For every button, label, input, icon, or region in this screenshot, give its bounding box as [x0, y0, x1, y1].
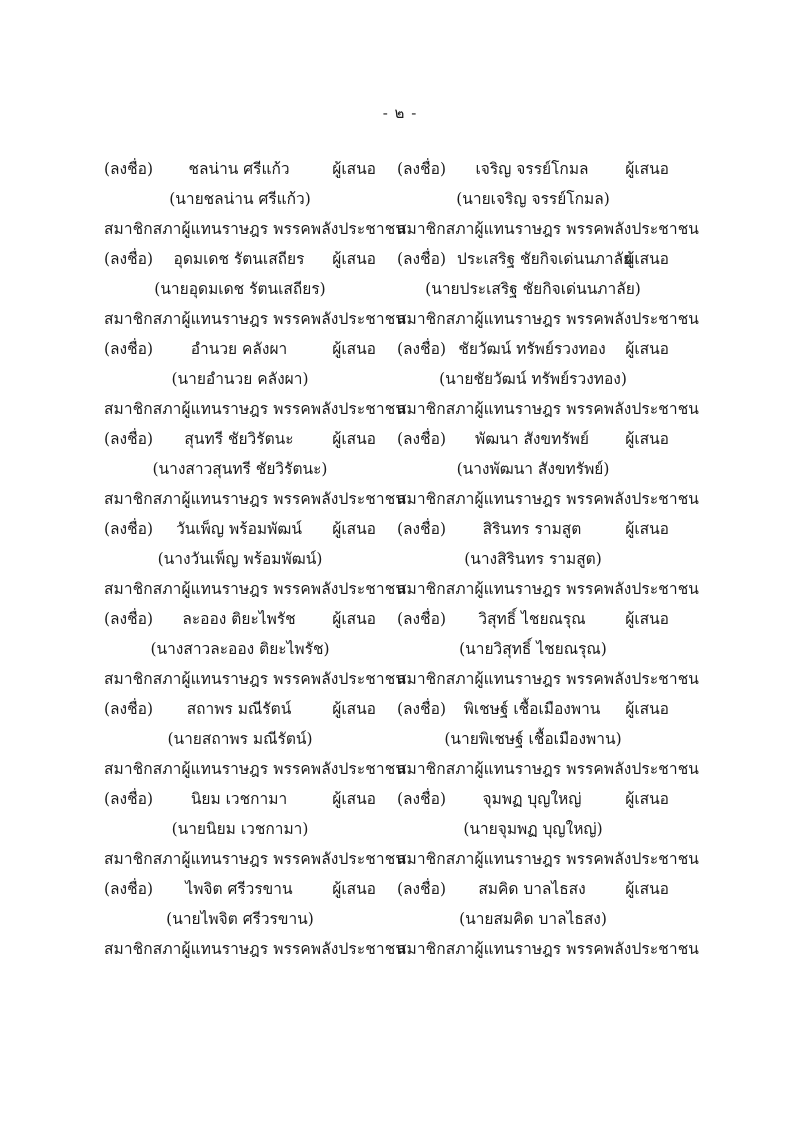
- full-name: (นายประเสริฐ ชัยกิจเด่นนภาลัย): [425, 280, 641, 298]
- member-position: สมาชิกสภาผู้แทนราษฎร พรรคพลังประชาชน: [104, 490, 407, 508]
- role-label: ผู้เสนอ: [332, 340, 376, 358]
- signature-name: อุดมเดช รัตนเสถียร: [173, 250, 305, 268]
- role-label: ผู้เสนอ: [332, 430, 376, 448]
- signature-name: สิรินทร รามสูต: [482, 520, 582, 538]
- signature-name: สมคิด บาลไธสง: [478, 880, 586, 898]
- left-column-entry-1: [104, 154, 407, 244]
- signature-line: [397, 424, 669, 454]
- full-name: (นายจุมพฏ บุญใหญ่): [463, 820, 603, 838]
- signature-line: [397, 784, 669, 814]
- sign-prefix: (ลงชื่อ): [397, 880, 446, 898]
- left-signature-column: [104, 154, 407, 964]
- signature-name: เจริญ จรรย์โกมล: [475, 160, 589, 178]
- member-position: สมาชิกสภาผู้แทนราษฎร พรรคพลังประชาชน: [104, 310, 407, 328]
- role-label: ผู้เสนอ: [625, 790, 669, 808]
- sign-prefix: (ลงชื่อ): [397, 610, 446, 628]
- signature-name: พิเชษฐ์ เชื้อเมืองพาน: [463, 700, 601, 718]
- right-column-entry-9: [397, 874, 700, 964]
- signature-line: [397, 874, 669, 904]
- member-position: สมาชิกสภาผู้แทนราษฎร พรรคพลังประชาชน: [104, 670, 407, 688]
- full-name: (นายชัยวัฒน์ ทรัพย์รวงทอง): [439, 370, 627, 388]
- full-name-line: [104, 184, 376, 214]
- right-column-entry-7: [397, 694, 700, 784]
- signature-line: [104, 154, 376, 184]
- full-name-line: [104, 454, 376, 484]
- full-name-line: [104, 904, 376, 934]
- sign-prefix: (ลงชื่อ): [104, 610, 153, 628]
- full-name-line: [397, 364, 669, 394]
- right-column-entry-1: [397, 154, 700, 244]
- member-position: สมาชิกสภาผู้แทนราษฎร พรรคพลังประชาชน: [397, 850, 700, 868]
- right-column-entry-3: [397, 334, 700, 424]
- sign-prefix: (ลงชื่อ): [397, 700, 446, 718]
- full-name: (นางพัฒนา สังขทรัพย์): [456, 460, 610, 478]
- sign-prefix: (ลงชื่อ): [104, 160, 153, 178]
- signature-line: [397, 244, 669, 274]
- role-label: ผู้เสนอ: [625, 430, 669, 448]
- signature-line: [104, 244, 376, 274]
- signature-line: [397, 694, 669, 724]
- member-position: สมาชิกสภาผู้แทนราษฎร พรรคพลังประชาชน: [397, 760, 700, 778]
- full-name: (นายพิเชษฐ์ เชื้อเมืองพาน): [444, 730, 622, 748]
- full-name: (นางสาวสุนทรี ชัยวิรัตนะ): [152, 460, 328, 478]
- right-column-entry-8: [397, 784, 700, 874]
- role-label: ผู้เสนอ: [332, 880, 376, 898]
- member-position: สมาชิกสภาผู้แทนราษฎร พรรคพลังประชาชน: [397, 400, 700, 418]
- signature-line: [104, 874, 376, 904]
- left-column-entry-5: [104, 514, 407, 604]
- page-number: - ๒ -: [382, 104, 418, 122]
- role-label: ผู้เสนอ: [332, 520, 376, 538]
- sign-prefix: (ลงชื่อ): [104, 700, 153, 718]
- full-name-line: [104, 634, 376, 664]
- member-position: สมาชิกสภาผู้แทนราษฎร พรรคพลังประชาชน: [397, 670, 700, 688]
- full-name-line: [397, 814, 669, 844]
- full-name: (นางสาวละออง ติยะไพรัช): [150, 640, 330, 658]
- signature-line: [104, 514, 376, 544]
- member-position: สมาชิกสภาผู้แทนราษฎร พรรคพลังประชาชน: [397, 490, 700, 508]
- member-position: สมาชิกสภาผู้แทนราษฎร พรรคพลังประชาชน: [104, 850, 407, 868]
- role-label: ผู้เสนอ: [625, 520, 669, 538]
- signature-name: ประเสริฐ ชัยกิจเด่นนภาลัย: [457, 250, 633, 268]
- signature-name: ไพจิต ศรีวรขาน: [185, 880, 293, 898]
- member-position: สมาชิกสภาผู้แทนราษฎร พรรคพลังประชาชน: [397, 220, 700, 238]
- signature-name: จุมพฏ บุญใหญ่: [482, 790, 582, 808]
- signature-name: อำนวย คลังผา: [190, 340, 288, 358]
- full-name-line: [397, 274, 669, 304]
- sign-prefix: (ลงชื่อ): [397, 340, 446, 358]
- left-column-entry-4: [104, 424, 407, 514]
- left-column-entry-8: [104, 784, 407, 874]
- full-name-line: [397, 904, 669, 934]
- role-label: ผู้เสนอ: [332, 700, 376, 718]
- signature-name: สถาพร มณีรัตน์: [186, 700, 292, 718]
- sign-prefix: (ลงชื่อ): [104, 520, 153, 538]
- role-label: ผู้เสนอ: [625, 160, 669, 178]
- full-name: (นายอุดมเดช รัตนเสถียร): [154, 280, 326, 298]
- sign-prefix: (ลงชื่อ): [104, 790, 153, 808]
- left-column-entry-2: [104, 244, 407, 334]
- sign-prefix: (ลงชื่อ): [104, 880, 153, 898]
- full-name-line: [397, 544, 669, 574]
- role-label: ผู้เสนอ: [332, 160, 376, 178]
- full-name: (นายอำนวย คลังผา): [171, 370, 309, 388]
- member-position: สมาชิกสภาผู้แทนราษฎร พรรคพลังประชาชน: [104, 760, 407, 778]
- signature-line: [397, 154, 669, 184]
- role-label: ผู้เสนอ: [332, 250, 376, 268]
- member-position: สมาชิกสภาผู้แทนราษฎร พรรคพลังประชาชน: [104, 400, 407, 418]
- full-name: (นายนิยม เวชกามา): [171, 820, 309, 838]
- full-name-line: [104, 364, 376, 394]
- full-name: (นายเจริญ จรรย์โกมล): [456, 190, 610, 208]
- member-position: สมาชิกสภาผู้แทนราษฎร พรรคพลังประชาชน: [397, 940, 700, 958]
- right-column-entry-2: [397, 244, 700, 334]
- right-signature-column: [397, 154, 700, 964]
- right-column-entry-4: [397, 424, 700, 514]
- full-name: (นายวิสุทธิ์ ไชยณรุณ): [459, 640, 607, 658]
- sign-prefix: (ลงชื่อ): [397, 520, 446, 538]
- signature-line: [104, 424, 376, 454]
- member-position: สมาชิกสภาผู้แทนราษฎร พรรคพลังประชาชน: [104, 580, 407, 598]
- full-name-line: [104, 814, 376, 844]
- full-name: (นายชลน่าน ศรีแก้ว): [169, 190, 311, 208]
- left-column-entry-9: [104, 874, 407, 964]
- full-name-line: [104, 544, 376, 574]
- signature-name: ชัยวัฒน์ ทรัพย์รวงทอง: [458, 340, 606, 358]
- member-position: สมาชิกสภาผู้แทนราษฎร พรรคพลังประชาชน: [104, 220, 407, 238]
- role-label: ผู้เสนอ: [332, 610, 376, 628]
- left-column-entry-7: [104, 694, 407, 784]
- signature-line: [104, 694, 376, 724]
- sign-prefix: (ลงชื่อ): [104, 250, 153, 268]
- signature-name: ละออง ติยะไพรัช: [182, 610, 296, 628]
- sign-prefix: (ลงชื่อ): [397, 430, 446, 448]
- sign-prefix: (ลงชื่อ): [397, 250, 446, 268]
- signature-name: วันเพ็ญ พร้อมพัฒน์: [176, 520, 302, 538]
- signature-line: [104, 334, 376, 364]
- left-column-entry-3: [104, 334, 407, 424]
- member-position: สมาชิกสภาผู้แทนราษฎร พรรคพลังประชาชน: [397, 310, 700, 328]
- signature-line: [397, 514, 669, 544]
- role-label: ผู้เสนอ: [332, 790, 376, 808]
- right-column-entry-5: [397, 514, 700, 604]
- sign-prefix: (ลงชื่อ): [104, 430, 153, 448]
- signature-name: สุนทรี ชัยวิรัตนะ: [184, 430, 294, 448]
- full-name-line: [397, 184, 669, 214]
- role-label: ผู้เสนอ: [625, 250, 669, 268]
- signature-name: วิสุทธิ์ ไชยณรุณ: [478, 610, 586, 628]
- full-name-line: [397, 724, 669, 754]
- role-label: ผู้เสนอ: [625, 880, 669, 898]
- signature-line: [104, 784, 376, 814]
- full-name-line: [104, 274, 376, 304]
- signature-line: [397, 604, 669, 634]
- full-name: (นายสถาพร มณีรัตน์): [167, 730, 313, 748]
- full-name-line: [397, 454, 669, 484]
- full-name: (นางสิรินทร รามสูต): [464, 550, 602, 568]
- full-name-line: [397, 634, 669, 664]
- member-position: สมาชิกสภาผู้แทนราษฎร พรรคพลังประชาชน: [104, 940, 407, 958]
- left-column-entry-6: [104, 604, 407, 694]
- sign-prefix: (ลงชื่อ): [397, 160, 446, 178]
- sign-prefix: (ลงชื่อ): [397, 790, 446, 808]
- role-label: ผู้เสนอ: [625, 700, 669, 718]
- full-name: (นายสมคิด บาลไธสง): [459, 910, 607, 928]
- member-position: สมาชิกสภาผู้แทนราษฎร พรรคพลังประชาชน: [397, 580, 700, 598]
- right-column-entry-6: [397, 604, 700, 694]
- signature-line: [397, 334, 669, 364]
- signature-name: ชลน่าน ศรีแก้ว: [188, 160, 290, 178]
- signature-name: นิยม เวชกามา: [190, 790, 288, 808]
- full-name: (นายไพจิต ศรีวรขาน): [166, 910, 314, 928]
- signature-name: พัฒนา สังขทรัพย์: [475, 430, 589, 448]
- role-label: ผู้เสนอ: [625, 610, 669, 628]
- full-name: (นางวันเพ็ญ พร้อมพัฒน์): [157, 550, 323, 568]
- sign-prefix: (ลงชื่อ): [104, 340, 153, 358]
- full-name-line: [104, 724, 376, 754]
- role-label: ผู้เสนอ: [625, 340, 669, 358]
- signature-line: [104, 604, 376, 634]
